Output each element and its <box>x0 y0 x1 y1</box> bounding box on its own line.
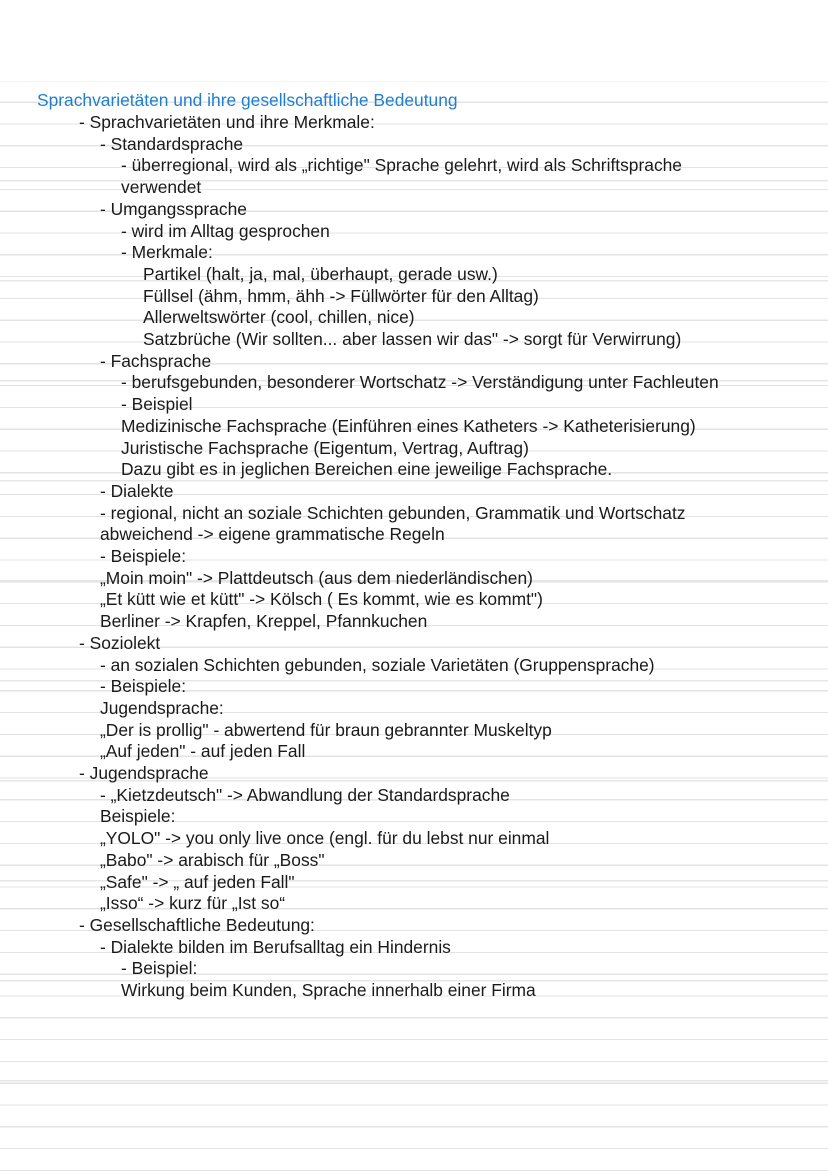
note-line: Füllsel (ähm, hmm, ähh -> Füllwörter für den Alltag) <box>143 285 539 306</box>
note-line: „Isso“ -> kurz für „Ist so“ <box>100 893 286 914</box>
note-line: - Jugendsprache <box>79 763 209 783</box>
note-line: Medizinische Fachsprache (Einführen eines Katheters -> Katheterisierung) <box>121 415 696 436</box>
note-line: Berliner -> Krapfen, Kreppel, Pfannkuchen <box>100 611 428 632</box>
note-line: - Fachsprache <box>100 350 212 371</box>
note-line: - Beispiele: <box>100 676 187 697</box>
note-line: verwendet <box>121 177 202 198</box>
note-line: Jugendsprache: <box>100 697 224 718</box>
note-line: „Auf jeden" - auf jeden Fall <box>100 741 306 762</box>
note-line: - Dialekte bilden im Berufsalltag ein Hindernis <box>100 936 451 957</box>
note-line: - Beispiel <box>121 394 193 415</box>
note-line: abweichend -> eigene grammatische Regeln <box>100 524 445 545</box>
note-line: - überregional, wird als „richtige" Sprache gelehrt, wird als Schriftsprache <box>121 155 682 176</box>
note-line: - Standardsprache <box>100 133 244 154</box>
note-line: „Der is prollig" - abwertend für braun gebrannter Muskeltyp <box>100 719 552 740</box>
note-line: - berufsgebunden, besonderer Wortschatz -> Verständigung unter Fachleuten <box>121 372 719 393</box>
note-line: „Safe" -> „ auf jeden Fall" <box>100 871 295 892</box>
note-line: - Beispiel: <box>121 958 198 979</box>
note-line: - Merkmale: <box>121 242 213 263</box>
note-line: - wird im Alltag gesprochen <box>121 220 330 241</box>
note-line: „YOLO" -> you only live once (engl. für du lebst nur einmal <box>100 828 550 849</box>
note-line: „Babo" -> arabisch für „Boss" <box>100 849 325 870</box>
note-line: Juristische Fachsprache (Eigentum, Vertrag, Auftrag) <box>121 437 529 458</box>
note-line: - „Kietzdeutsch" -> Abwandlung der Standardsprache <box>100 784 510 805</box>
note-line: Wirkung beim Kunden, Sprache innerhalb einer Firma <box>121 980 536 1000</box>
note-line: - regional, nicht an soziale Schichten gebunden, Grammatik und Wortschatz <box>100 502 686 523</box>
note-line: Beispiele: <box>100 806 176 827</box>
page-top-margin <box>0 0 828 81</box>
note-line: - Sprachvarietäten und ihre Merkmale: <box>79 112 375 132</box>
page-title: Sprachvarietäten und ihre gesellschaftliche Bedeutung <box>37 90 458 110</box>
note-line: - Beispiele: <box>100 546 187 566</box>
note-line: - Soziolekt <box>79 632 161 653</box>
note-line: Dazu gibt es in jeglichen Bereichen eine jeweilige Fachsprache. <box>121 459 613 480</box>
note-line: - Dialekte <box>100 480 174 501</box>
note-line: - an sozialen Schichten gebunden, soziale Varietäten (Gruppensprache) <box>100 654 655 675</box>
note-line: „Et kütt wie et kütt" -> Kölsch ( Es kommt, wie es kommt") <box>100 589 543 610</box>
note-line: Satzbrüche (Wir sollten... aber lassen wir das" -> sorgt für Verwirrung) <box>143 329 682 349</box>
note-line: Allerweltswörter (cool, chillen, nice) <box>143 307 415 328</box>
note-line: Partikel (halt, ja, mal, überhaupt, gerade usw.) <box>143 263 498 284</box>
note-line: „Moin moin" -> Plattdeutsch (aus dem niederländischen) <box>100 567 533 588</box>
note-line: - Gesellschaftliche Bedeutung: <box>79 914 315 935</box>
note-line: - Umgangssprache <box>100 198 247 219</box>
